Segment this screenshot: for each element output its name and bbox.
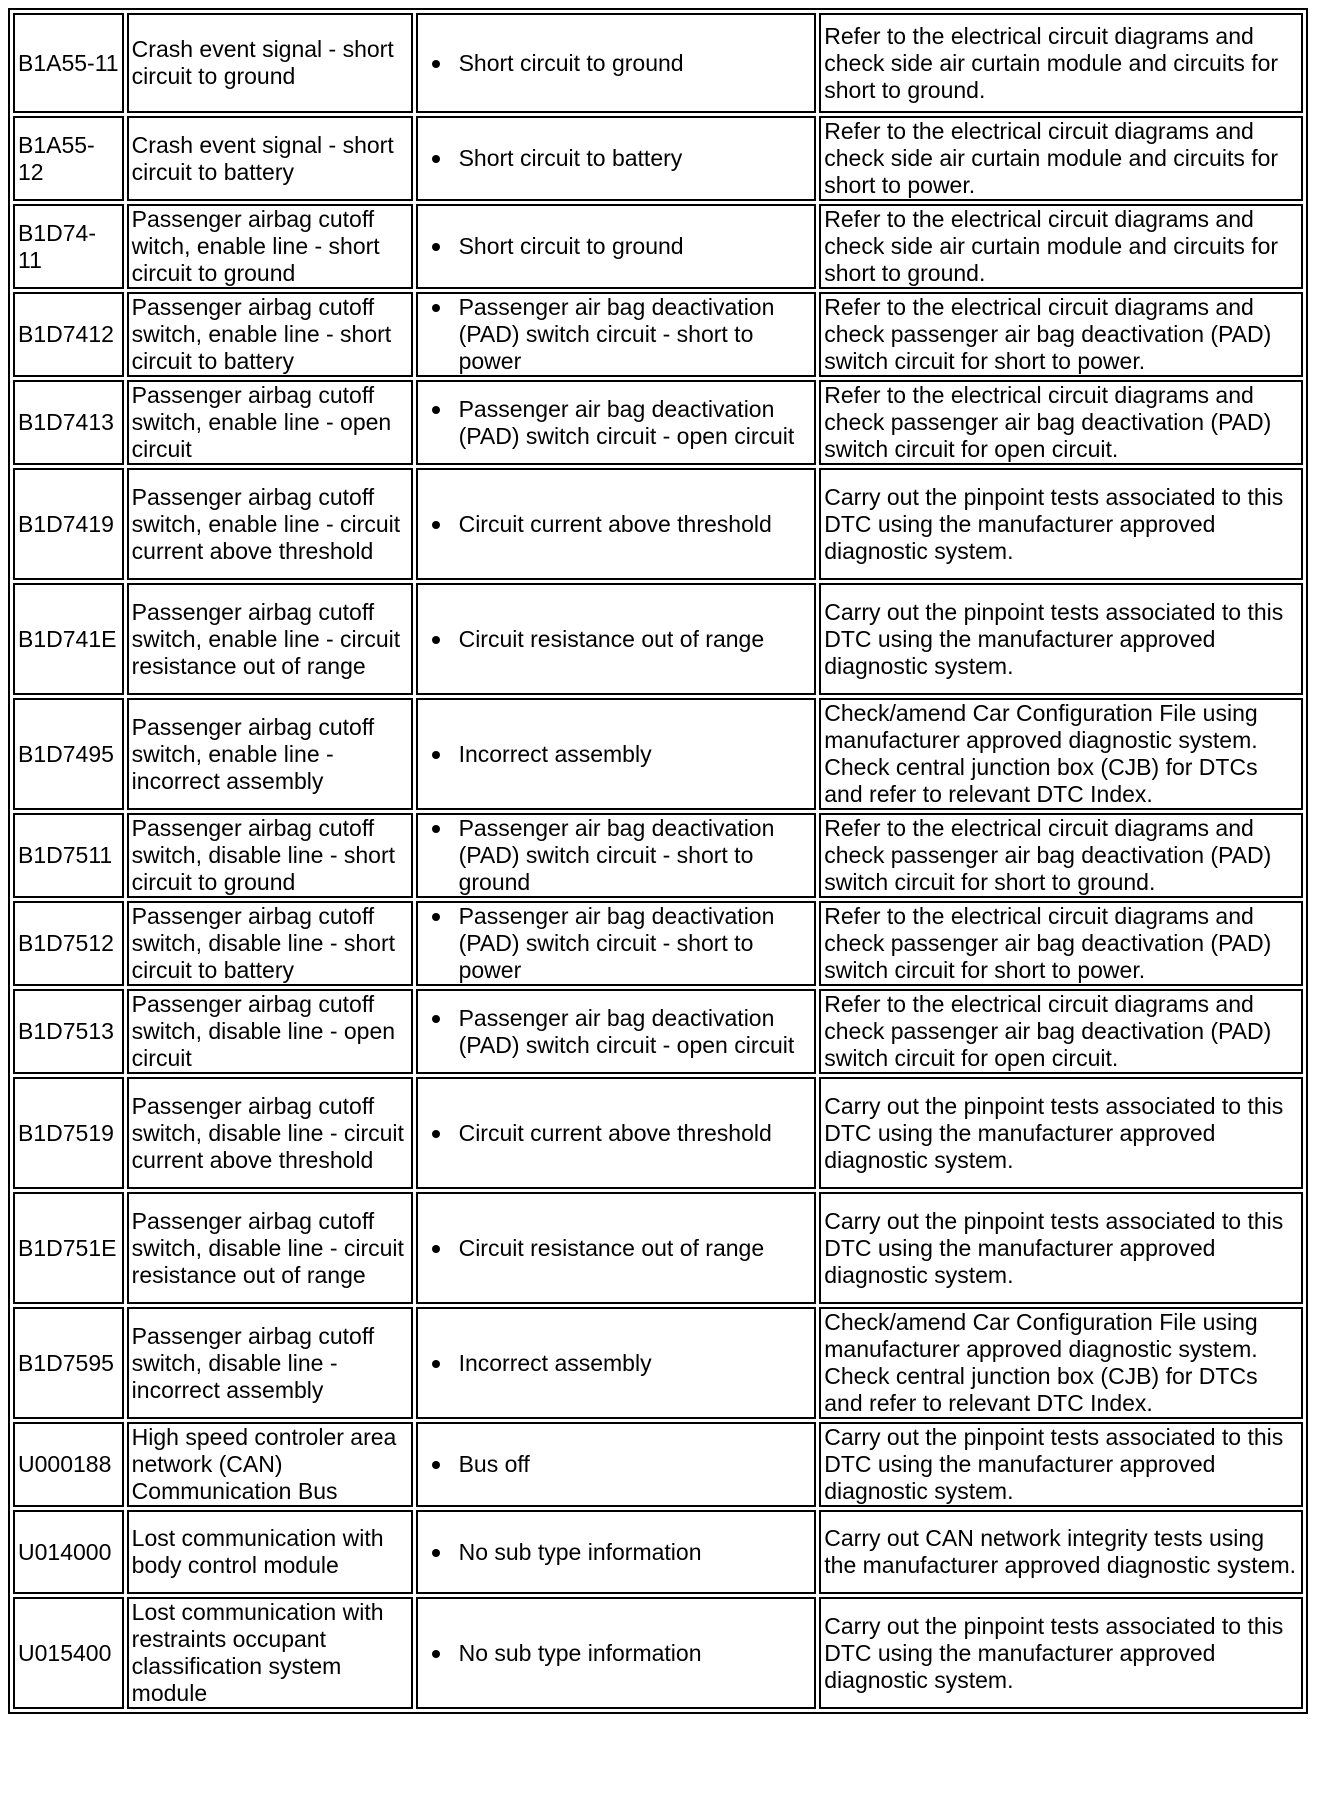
dtc-condition <box>416 1307 817 1419</box>
dtc-condition <box>416 698 817 810</box>
dtc-condition <box>416 1597 817 1709</box>
dtc-description: Passenger airbag cutoff switch, enable line - short circuit to battery <box>127 292 413 377</box>
dtc-code: B1D7419 <box>13 468 124 580</box>
dtc-code: B1D74-11 <box>13 204 124 289</box>
dtc-code: B1D741E <box>13 583 124 695</box>
table-row <box>13 698 1303 810</box>
dtc-action: Carry out CAN network integrity tests using the manufacturer approved diagnostic system. <box>819 1510 1303 1594</box>
dtc-condition <box>416 204 817 289</box>
dtc-action: Carry out the pinpoint tests associated to this DTC using the manufacturer approved diagnostic system. <box>819 1422 1303 1507</box>
dtc-condition <box>416 1510 817 1594</box>
condition-bullet: Circuit current above threshold <box>459 511 812 538</box>
dtc-condition <box>416 292 817 377</box>
condition-bullet: Passenger air bag deactivation (PAD) switch circuit - short to ground <box>459 815 812 896</box>
table-row <box>13 989 1303 1074</box>
dtc-code: B1D7412 <box>13 292 124 377</box>
table-row <box>13 583 1303 695</box>
dtc-action: Carry out the pinpoint tests associated to this DTC using the manufacturer approved diagnostic system. <box>819 468 1303 580</box>
dtc-code: B1D7519 <box>13 1077 124 1189</box>
condition-bullet: Circuit current above threshold <box>459 1120 812 1147</box>
table-row <box>13 813 1303 898</box>
dtc-description: Lost communication with restraints occupant classification system module <box>127 1597 413 1709</box>
dtc-action: Refer to the electrical circuit diagrams and check side air curtain module and circuits for short to ground. <box>819 13 1303 113</box>
table-row <box>13 1192 1303 1304</box>
condition-bullet: Passenger air bag deactivation (PAD) switch circuit - short to power <box>459 294 812 375</box>
dtc-code: B1A55-12 <box>13 116 124 201</box>
dtc-condition <box>416 1077 817 1189</box>
dtc-description: Passenger airbag cutoff switch, enable line - circuit current above threshold <box>127 468 413 580</box>
dtc-condition <box>416 13 817 113</box>
dtc-action: Carry out the pinpoint tests associated to this DTC using the manufacturer approved diagnostic system. <box>819 1192 1303 1304</box>
dtc-condition <box>416 1192 817 1304</box>
table-row <box>13 1597 1303 1709</box>
dtc-description: Passenger airbag cutoff switch, disable line - circuit current above threshold <box>127 1077 413 1189</box>
condition-bullet: Circuit resistance out of range <box>459 1235 812 1262</box>
table-row <box>13 13 1303 113</box>
dtc-description: Crash event signal - short circuit to ground <box>127 13 413 113</box>
table-row <box>13 292 1303 377</box>
dtc-condition <box>416 468 817 580</box>
table-row <box>13 901 1303 986</box>
dtc-code: B1D7413 <box>13 380 124 465</box>
dtc-description: Crash event signal - short circuit to battery <box>127 116 413 201</box>
table-row <box>13 116 1303 201</box>
dtc-condition <box>416 901 817 986</box>
dtc-action: Refer to the electrical circuit diagrams and check passenger air bag deactivation (PAD) switch circuit for short to power. <box>819 901 1303 986</box>
dtc-code: U000188 <box>13 1422 124 1507</box>
table-row <box>13 1422 1303 1507</box>
dtc-description: Passenger airbag cutoff switch, enable line - open circuit <box>127 380 413 465</box>
dtc-code: B1D751E <box>13 1192 124 1304</box>
dtc-code: B1D7495 <box>13 698 124 810</box>
dtc-description: High speed controler area network (CAN) Communication Bus <box>127 1422 413 1507</box>
dtc-code: B1D7513 <box>13 989 124 1074</box>
dtc-action: Carry out the pinpoint tests associated to this DTC using the manufacturer approved diagnostic system. <box>819 1597 1303 1709</box>
dtc-action: Refer to the electrical circuit diagrams and check passenger air bag deactivation (PAD) switch circuit for open circuit. <box>819 989 1303 1074</box>
condition-bullet: Short circuit to battery <box>459 145 812 172</box>
dtc-action: Refer to the electrical circuit diagrams and check passenger air bag deactivation (PAD) switch circuit for short to power. <box>819 292 1303 377</box>
dtc-action: Refer to the electrical circuit diagrams and check side air curtain module and circuits for short to ground. <box>819 204 1303 289</box>
condition-bullet: Passenger air bag deactivation (PAD) switch circuit - short to power <box>459 903 812 984</box>
condition-bullet: Incorrect assembly <box>459 741 812 768</box>
condition-bullet: Incorrect assembly <box>459 1350 812 1377</box>
dtc-description: Passenger airbag cutoff switch, enable line - incorrect assembly <box>127 698 413 810</box>
dtc-description: Passenger airbag cutoff switch, disable line - short circuit to ground <box>127 813 413 898</box>
condition-bullet: Passenger air bag deactivation (PAD) switch circuit - open circuit <box>459 396 812 450</box>
dtc-condition <box>416 1422 817 1507</box>
dtc-condition <box>416 380 817 465</box>
table-row <box>13 1510 1303 1594</box>
dtc-description: Passenger airbag cutoff switch, disable line - open circuit <box>127 989 413 1074</box>
dtc-action: Check/amend Car Configuration File using manufacturer approved diagnostic system. Check central junction box (CJB) for DTCs and refer to relevant DTC Index. <box>819 1307 1303 1419</box>
dtc-code: B1D7511 <box>13 813 124 898</box>
condition-bullet: Short circuit to ground <box>459 233 812 260</box>
dtc-code: B1D7595 <box>13 1307 124 1419</box>
dtc-action: Refer to the electrical circuit diagrams and check side air curtain module and circuits for short to power. <box>819 116 1303 201</box>
dtc-code: B1A55-11 <box>13 13 124 113</box>
dtc-description: Lost communication with body control module <box>127 1510 413 1594</box>
dtc-description: Passenger airbag cutoff switch, disable line - circuit resistance out of range <box>127 1192 413 1304</box>
condition-bullet: Passenger air bag deactivation (PAD) switch circuit - open circuit <box>459 1005 812 1059</box>
dtc-action: Carry out the pinpoint tests associated to this DTC using the manufacturer approved diagnostic system. <box>819 583 1303 695</box>
table-row <box>13 468 1303 580</box>
dtc-description: Passenger airbag cutoff switch, enable line - circuit resistance out of range <box>127 583 413 695</box>
dtc-description: Passenger airbag cutoff witch, enable line - short circuit to ground <box>127 204 413 289</box>
table-row <box>13 204 1303 289</box>
condition-bullet: Short circuit to ground <box>459 50 812 77</box>
dtc-action: Check/amend Car Configuration File using manufacturer approved diagnostic system. Check central junction box (CJB) for DTCs and refer to relevant DTC Index. <box>819 698 1303 810</box>
dtc-action: Carry out the pinpoint tests associated to this DTC using the manufacturer approved diagnostic system. <box>819 1077 1303 1189</box>
dtc-description: Passenger airbag cutoff switch, disable line - incorrect assembly <box>127 1307 413 1419</box>
dtc-action: Refer to the electrical circuit diagrams and check passenger air bag deactivation (PAD) switch circuit for short to ground. <box>819 813 1303 898</box>
dtc-condition <box>416 116 817 201</box>
table-row <box>13 1307 1303 1419</box>
condition-bullet: Circuit resistance out of range <box>459 626 812 653</box>
dtc-condition <box>416 583 817 695</box>
dtc-condition <box>416 813 817 898</box>
dtc-table <box>8 8 1308 1714</box>
dtc-action: Refer to the electrical circuit diagrams and check passenger air bag deactivation (PAD) switch circuit for open circuit. <box>819 380 1303 465</box>
table-row <box>13 1077 1303 1189</box>
condition-bullet: No sub type information <box>459 1640 812 1667</box>
dtc-code: U015400 <box>13 1597 124 1709</box>
dtc-code: B1D7512 <box>13 901 124 986</box>
dtc-description: Passenger airbag cutoff switch, disable line - short circuit to battery <box>127 901 413 986</box>
condition-bullet: No sub type information <box>459 1539 812 1566</box>
condition-bullet: Bus off <box>459 1451 812 1478</box>
dtc-code: U014000 <box>13 1510 124 1594</box>
dtc-condition <box>416 989 817 1074</box>
table-row <box>13 380 1303 465</box>
